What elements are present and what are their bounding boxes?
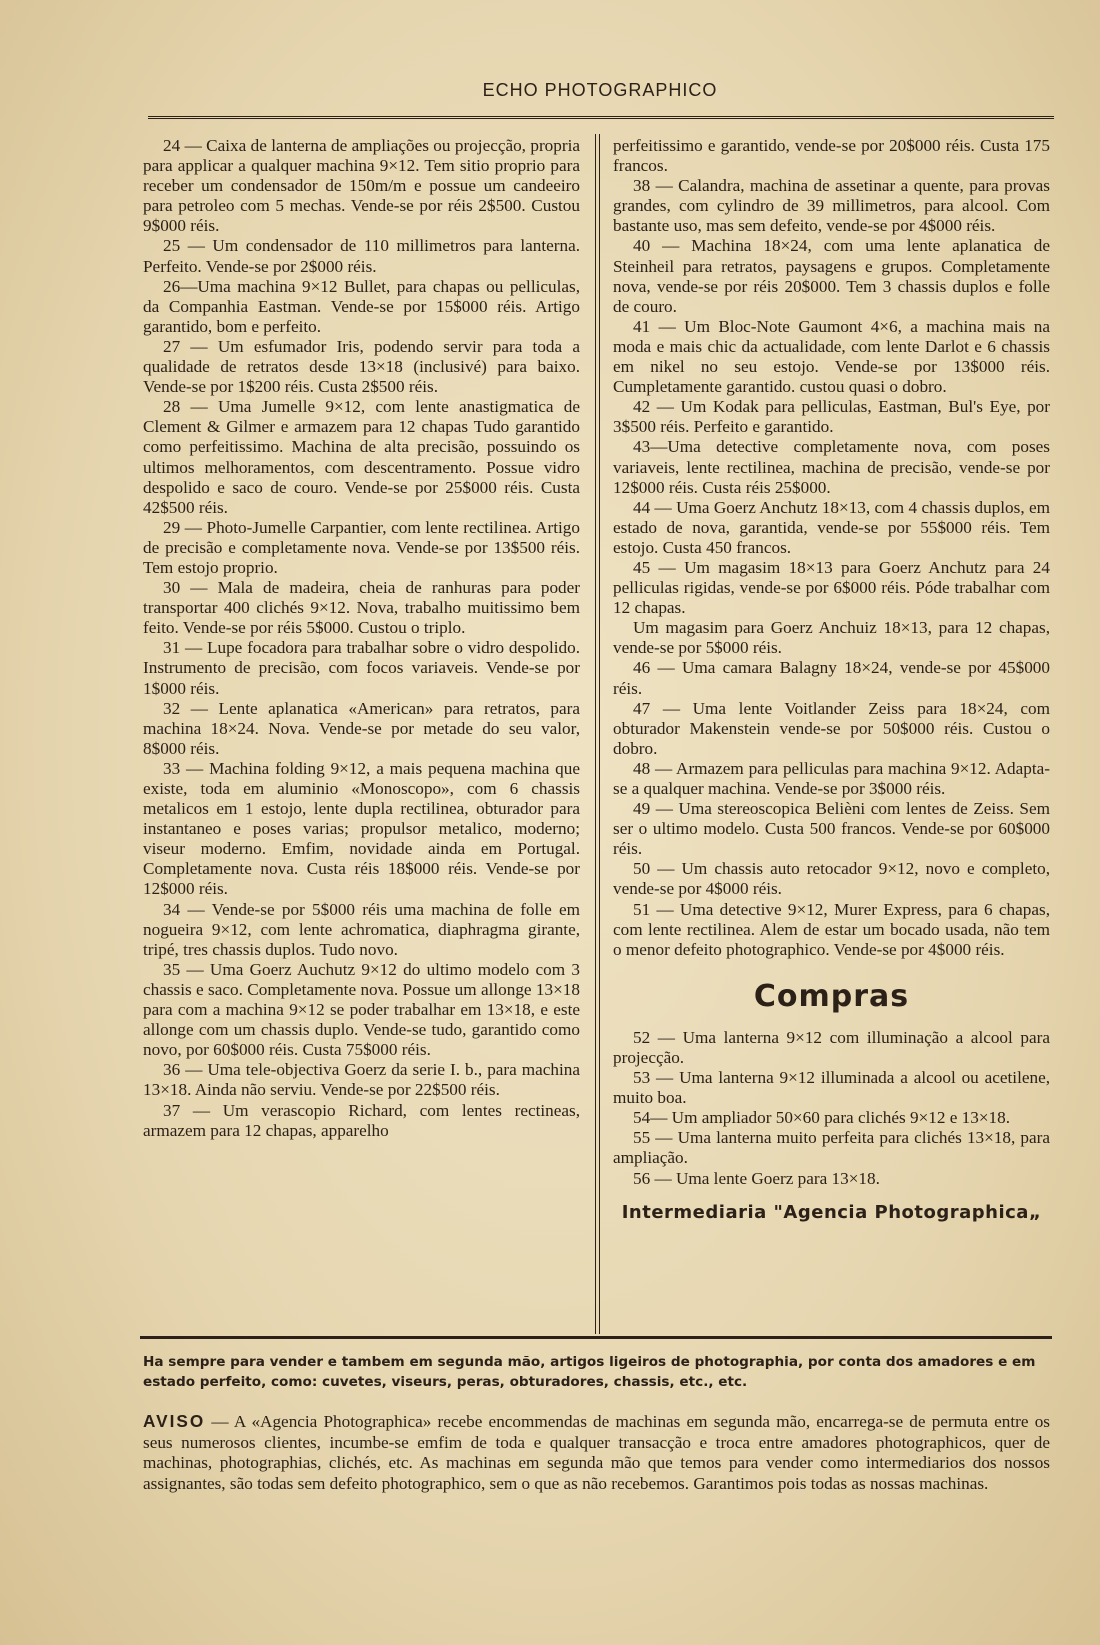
listing-item: 36 — Uma tele-objectiva Goerz da serie I. b., para machina 13×18. Ainda não serviu. Vende-se por 22$500 réis. xyxy=(143,1060,580,1100)
listing-item: 34 — Vende-se por 5$000 réis uma machina de folle em nogueira 9×12, com lente achromatica, diaphragma girante, tripé, tres chassis duplos. Tudo novo. xyxy=(143,899,580,959)
listing-item: 50 — Um chassis auto retocador 9×12, novo e completo, vende-se por 4$000 réis. xyxy=(613,859,1050,899)
compras-item: 53 — Uma lanterna 9×12 illuminada a alcool ou acetilene, muito boa. xyxy=(613,1068,1050,1108)
right-column xyxy=(613,136,1050,1223)
compras-item: 56 — Uma lente Goerz para 13×18. xyxy=(633,1168,880,1188)
listing-item: 25 — Um condensador de 110 millimetros para lanterna. Perfeito. Vende-se por 2$000 réis. xyxy=(143,236,580,276)
bottom-rule xyxy=(140,1336,1052,1339)
page-header: ECHO PHOTOGRAPHICO xyxy=(482,80,718,100)
listing-item: 45 — Um magasim 18×13 para Goerz Anchutz para 24 pelliculas rigidas, vende-se por 6$000 réis. Póde trabalhar com 12 chapas. xyxy=(613,557,1050,618)
sale-note: Ha sempre para vender e tambem em segunda mão, artigos ligeiros de photographia, por conta dos amadores e em estado perfeito, como: cuvetes, viseurs, peras, obturadores, chassis, etc., etc. xyxy=(143,1354,1036,1390)
listing-item: 33 — Machina folding 9×12, a mais pequena machina que existe, toda em aluminio «Monoscopo», com 6 chassis metalicos em 1 estojo, lente dupla rectilinea, obturador para instantaneo e poses varias; propulsor metalico, moderno; viseur moderno. Emfim, novidade ainda em Portugal. Completamente nova. Custa réis 18$000 réis. Vende-se por 12$000 réis. xyxy=(143,758,580,899)
listing-item-continued: perfeitissimo e garantido, vende-se por 20$000 réis. Custa 175 francos. xyxy=(613,136,1050,176)
listing-item: 40 — Machina 18×24, com uma lente aplanatica de Steinheil para retratos, paysagens e grupos. Completamente nova, vende-se por réis 20$000. Tem 3 chassis duplos e folle de couro. xyxy=(613,236,1050,316)
listing-item: 30 — Mala de madeira, cheia de ranhuras para poder transportar 400 clichés 9×12. Nova, trabalho muitissimo bem feito. Vende-se por réis 5$000. Custou o triplo. xyxy=(143,578,580,638)
listing-item: 38 — Calandra, machina de assetinar a quente, para provas grandes, com cylindro de 39 millimetros, para alcool. Com bastante uso, mas sem defeito, vende-se por 4$000 réis. xyxy=(613,176,1050,236)
compras-item: 54— Um ampliador 50×60 para clichés 9×12 e 13×18. xyxy=(633,1108,1011,1128)
listing-item: 27 — Um esfumador Iris, podendo servir para toda a qualidade de retratos desde 13×18 (inclusivé) para baixo. Vende-se por 1$200 réis. Custa 2$500 réis. xyxy=(143,336,580,397)
listing-item: 42 — Um Kodak para pelliculas, Eastman, Bul's Eye, por 3$500 réis. Perfeito e garantido. xyxy=(613,397,1050,437)
compras-item: 52 — Uma lanterna 9×12 com illuminação a alcool para projecção. xyxy=(613,1027,1050,1067)
listing-item: 28 — Uma Jumelle 9×12, com lente anastigmatica de Clement & Gilmer e armazem para 12 chapas Tudo garantido como perfeitissimo. Machina de alta precisão, possuindo os ultimos melhoramentos, com descentramento. Possue vidro despolido e saco de couro. Vende-se por 25$000 réis. Custa 42$500 réis. xyxy=(143,397,580,517)
header-rule xyxy=(148,116,1054,119)
listing-item: 41 — Um Bloc-Note Gaumont 4×6, a machina mais na moda e mais chic da actualidade, com lente Darlot e 6 chassis em nikel no seu estojo. Vende-se por 13$000 réis. Cumpletamente garantido. custou quasi o dobro. xyxy=(613,316,1050,397)
listing-item: 44 — Uma Goerz Anchutz 18×13, com 4 chassis duplos, em estado de nova, garantida, vende-se por 55$000 réis. Tem estojo. Custa 450 francos. xyxy=(613,497,1050,557)
listing-item: 49 — Uma stereoscopica Belièni com lentes de Zeiss. Sem ser o ultimo modelo. Custa 500 francos. Vende-se por 60$000 réis. xyxy=(613,799,1050,859)
compras-item: 55 — Uma lanterna muito perfeita para clichés 13×18, para ampliação. xyxy=(613,1128,1050,1168)
listing-item: 37 — Um verascopio Richard, com lentes rectineas, armazem para 12 chapas, apparelho xyxy=(143,1100,580,1140)
listing-item: 32 — Lente aplanatica «American» para retratos, para machina 18×24. Nova. Vende-se por metade do seu valor, 8$000 réis. xyxy=(143,698,580,758)
intermediaria-title: Intermediaria "Agencia Photographica„ xyxy=(621,1201,1042,1223)
compras-heading: Compras xyxy=(753,978,910,1014)
listing-item: Um magasim para Goerz Anchuiz 18×13, para 12 chapas, vende-se por 5$000 réis. xyxy=(613,618,1050,658)
left-column xyxy=(143,136,580,1141)
listing-item: 35 — Uma Goerz Auchutz 9×12 do ultimo modelo com 3 chassis e saco. Completamente nova. Possue um allonge 13×18 para com a machina 9×12 se poder trabalhar em 13×18, e este allonge com um chassis duplo. Vende-se tudo, garantido como novo, por 60$000 réis. Custa 75$000 réis. xyxy=(143,959,580,1060)
listing-item: 47 — Uma lente Voitlander Zeiss para 18×24, com obturador Makenstein vende-se por 50$000 réis. Custou o dobro. xyxy=(613,698,1050,758)
listing-item: 26—Uma machina 9×12 Bullet, para chapas ou pelliculas, da Companhia Eastman. Vende-se por 15$000 réis. Artigo garantido, bom e perfeito. xyxy=(143,276,580,336)
aviso-text: — A «Agencia Photographica» recebe encommendas de machinas em segunda mão, encarrega-se de permuta entre os seus numerosos clientes, incumbe-se emfim de toda e qualquer transacção e troca entre amadores photographicos, quer de machinas, photographias, clichés, etc. As machinas em segunda mão que temos para vender como intermediarios dos nossos assignantes, são todas sem defeito photographico, sem o que as não recebemos. Garantimos pois todas as nossas machinas. xyxy=(143,1412,1050,1493)
listing-item: 46 — Uma camara Balagny 18×24, vende-se por 45$000 réis. xyxy=(613,658,1050,698)
column-divider xyxy=(595,134,600,1334)
aviso-label: AVISO xyxy=(143,1411,206,1431)
listing-item: 31 — Lupe focadora para trabalhar sobre o vidro despolido. Instrumento de precisão, com focos variaveis. Vende-se por 1$000 réis. xyxy=(143,638,580,698)
listing-item: 29 — Photo-Jumelle Carpantier, com lente rectilinea. Artigo de precisão e completamente nova. Vende-se por 13$500 réis. Tem estojo proprio. xyxy=(143,517,580,577)
aviso-notice xyxy=(143,1411,1050,1494)
listing-item: 51 — Uma detective 9×12, Murer Express, para 6 chapas, com lente rectilinea. Alem de estar um bocado usada, não tem o menor defeito photographico. Vende-se por 4$000 réis. xyxy=(613,899,1050,959)
listing-item: 43—Uma detective completamente nova, com poses variaveis, lente rectilinea, machina de precisão, vende-se por 12$000 réis. Custa réis 25$000. xyxy=(613,437,1050,497)
listing-item: 24 — Caixa de lanterna de ampliações ou projecção, propria para applicar a qualquer machina 9×12. Tem sitio proprio para receber um condensador de 150m/m e possue um candeeiro para petroleo com 5 mechas. Vende-se por réis 2$500. Custou 9$000 réis. xyxy=(143,136,580,236)
listing-item: 48 — Armazem para pelliculas para machina 9×12. Adapta-se a qualquer machina. Vende-se por 3$000 réis. xyxy=(613,758,1050,798)
